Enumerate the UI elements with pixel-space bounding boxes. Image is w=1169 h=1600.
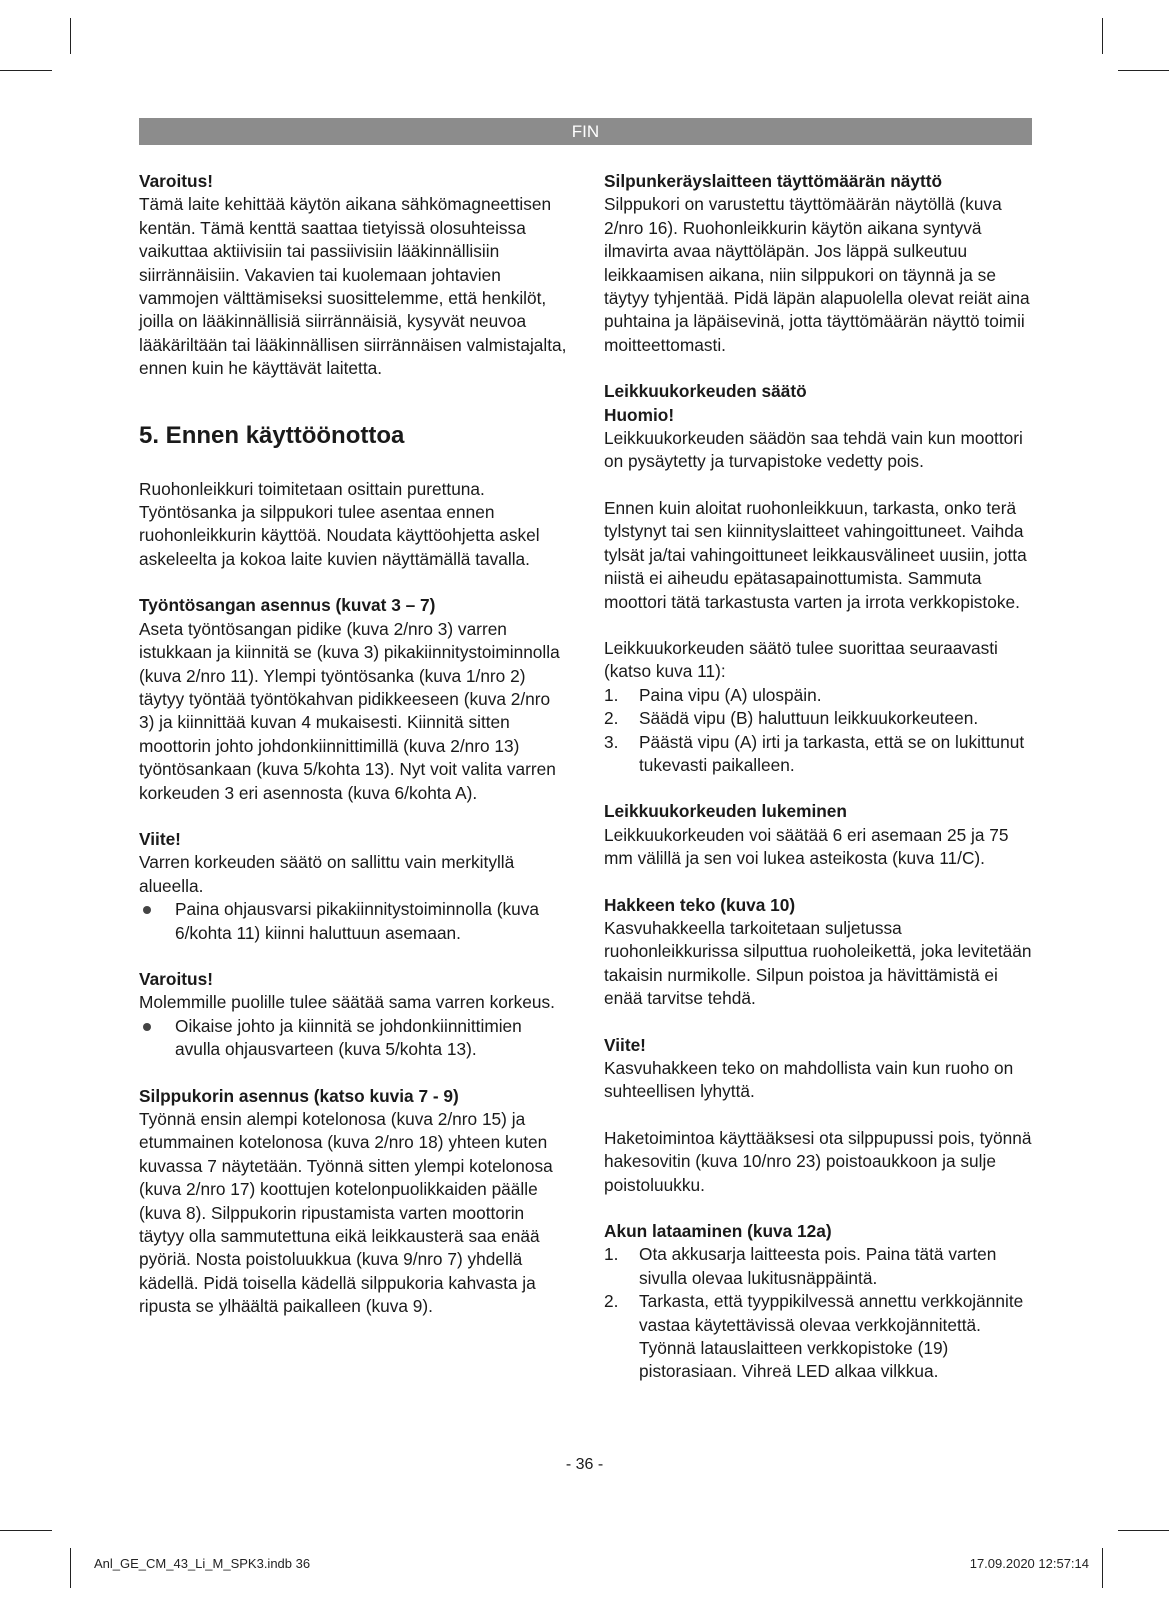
fill-indicator-text: Silppukori on varustettu täyttömäärän näytöllä (kuva 2/nro 16). Ruohonleikkurin käytön aikana syntyvä ilmavirta avaa näyttöläpän. Jos läppä sulkeutuu leikkaamisen aikana, niin silppukori on täynnä ja se täytyy tyhjentää. Pidä läpän alapuolella olevat reiät aina puhtaina ja läpäisevinä, jotta täyttömäärän näyttö toimii moitteettomasti. <box>604 194 1030 355</box>
list-item: 3. Päästä vipu (A) irti ja tarkasta, että se on lukittunut tukevasti paikalleen. <box>604 731 1025 775</box>
list-item: 1. Ota akkusarja laitteesta pois. Paina tätä varten sivulla olevaa lukitusnäppäintä. <box>604 1244 997 1288</box>
charge-title: Akun lataaminen (kuva 12a) <box>604 1221 832 1242</box>
warning-title: Varoitus! <box>139 968 213 989</box>
fill-indicator-title: Silpunkeräyslaitteen täyttömäärän näyttö <box>604 171 943 191</box>
reading-title: Leikkuukorkeuden lukeminen <box>604 801 847 822</box>
crop-mark <box>1118 1530 1169 1531</box>
blade-check-text: Ennen kuin aloitat ruohonleikkuun, tarkasta, onko terä tylstynyt tai sen kiinnityslaitteet vahingoittuneet. Vaihda tylsät ja/tai vahingoittuneet leikkausvälineet uusiin, jotta niistä ei aiheudu epätasapainottumista. Sammuta moottori tätä tarkastusta varten ja irrota verkkopistoke. <box>604 497 1027 612</box>
catcher-text: Työnnä ensin alempi kotelonosa (kuva 2/nro 15) ja etummainen kotelonosa (kuva 2/nro 18) yhteen kuten kuvassa 7 näytetään. Työnnä sitten ylempi kotelonosa (kuva 2/nro 17) koottujen kotelonpuolikkaiden päälle (kuva 8). Silppukorin ripustamista varten moottorin täytyy olla sammutettuna eikä leikkausterä saa enää pyöriä. Nosta poistoluukkua (kuva 9/nro 7) yhdellä kädellä. Pidä toisella kädellä silppukoria kahvasta ja ripusta se ylhäältä paikalleen (kuva 9). <box>139 1109 553 1317</box>
note-title: Viite! <box>604 1034 646 1055</box>
push-bar-text: Aseta työntösangan pidike (kuva 2/nro 3) varren istukkaan ja kiinnitä se (kuva 3) pikakiinnitystoiminnolla (kuva 2/nro 11). Ylempi työntösanka (kuva 1/nro 2) täytyy työntää työntökahvan pidikkeeseen (kuva 2/nro 3) ja kiinnittää kuvan 4 mukaisesti. Kiinnitä sitten moottorin johto johdonkiinnittimillä (kuva 2/nro 13) työntösankaan (kuva 5/kohta 13). Nyt voit valita varren korkeuden 3 eri asennosta (kuva 6/kohta A). <box>139 618 560 803</box>
warning-title: Varoitus! <box>139 171 213 191</box>
note-text: Varren korkeuden säätö on sallittu vain merkityllä alueella. <box>139 852 515 896</box>
warning-text: Tämä laite kehittää käytön aikana sähkömagneettisen kentän. Tämä kenttä saattaa tietyissä olosuhteissa vaikuttaa aktiivisiin tai passiivisiin lääkinnällisiin siirrännäisiin. Vakavien tai kuolemaan johtavien vammojen välttämiseksi suosittelemme, että henkilöt, joilla on lääkinnällisiä siirrännäisiä, kysyvät neuvoa lääkäriltään tai lääkinnällisen siirrännäisen valmistajalta, ennen kuin he käyttävät laitetta. <box>139 194 567 379</box>
crop-mark <box>0 70 52 71</box>
mulch-use-text: Haketoimintoa käyttääksesi ota silppupussi pois, työnnä hakesovitin (kuva 10/nro 23) poistoaukkoon ja sulje poistoluukku. <box>604 1127 1032 1195</box>
list-item: 2. Säädä vipu (B) haluttuun leikkuukorkeuteen. <box>604 708 979 729</box>
page-number: - 36 - <box>565 1456 604 1473</box>
right-column <box>604 170 1032 1384</box>
reading-text: Leikkuukorkeuden voi säätää 6 eri asemaan 25 ja 75 mm välillä ja sen voi lukea asteikosta (kuva 11/C). <box>604 824 1009 869</box>
crop-mark <box>70 1548 71 1588</box>
adjust-steps <box>604 684 1032 778</box>
bullet-icon <box>143 1023 151 1031</box>
left-column <box>139 170 567 1319</box>
mulch-title: Hakkeen teko (kuva 10) <box>604 894 796 915</box>
language-bar <box>139 118 1032 145</box>
bullet-item <box>139 1015 567 1062</box>
crop-mark <box>0 1530 52 1531</box>
warning-text: Molemmille puolille tulee säätää sama varren korkeus. <box>139 992 555 1013</box>
adjust-intro: Leikkuukorkeuden säätö tulee suorittaa seuraavasti (katso kuva 11): <box>604 637 998 682</box>
footer-filename: Anl_GE_CM_43_Li_M_SPK3.indb 36 <box>94 1556 311 1571</box>
mulch-text: Kasvuhakkeella tarkoitetaan suljetussa ruohonleikkurissa silputtua ruoholeikettä, joka levitetään takaisin nurmikolle. Silpun poistoa ja hävittämistä ei enää tarvitse tehdä. <box>604 917 1032 1009</box>
list-item: 2. Tarkasta, että tyyppikilvessä annettu verkkojännite vastaa käytettävissä olevaa verkkojännitettä. Työnnä latauslaitteen verkkopistoke (19) pistorasiaan. Vihreä LED alkaa vilkkua. <box>604 1291 1024 1382</box>
crop-mark <box>1102 1548 1103 1588</box>
intro-paragraph: Ruohonleikkuri toimitetaan osittain purettuna. Työntösanka ja silppukori tulee asentaa ennen ruohonleikkurin käyttöä. Noudata käyttöohjetta askel askeleelta ja kokoa laite kuvien näyttämällä tavalla. <box>139 478 540 569</box>
caution-title: Huomio! <box>604 404 675 425</box>
height-adjust-title: Leikkuukorkeuden säätö <box>604 381 807 402</box>
crop-mark <box>1102 18 1103 54</box>
crop-mark <box>1118 70 1169 71</box>
note-title: Viite! <box>139 828 181 849</box>
charge-steps <box>604 1243 1032 1383</box>
catcher-title: Silppukorin asennus (katso kuvia 7 - 9) <box>139 1085 459 1106</box>
language-label: FIN <box>571 121 600 141</box>
bullet-text: Oikaise johto ja kiinnitä se johdonkiinnittimien avulla ohjausvarteen (kuva 5/kohta 13). <box>175 1015 522 1060</box>
caution-text: Leikkuukorkeuden säädön saa tehdä vain kun moottori on pysäytetty ja turvapistoke vedetty pois. <box>604 428 1023 472</box>
list-item: 1. Paina vipu (A) ulospäin. <box>604 684 822 705</box>
section-heading: 5. Ennen käyttöönottoa <box>139 421 405 449</box>
note-text: Kasvuhakkeen teko on mahdollista vain kun ruoho on suhteellisen lyhyttä. <box>604 1058 1014 1102</box>
bullet-icon <box>143 906 151 914</box>
bullet-item <box>139 898 567 945</box>
crop-mark <box>70 18 71 54</box>
bullet-text: Paina ohjausvarsi pikakiinnitystoiminnolla (kuva 6/kohta 11) kiinni haluttuun asemaan. <box>175 899 540 943</box>
footer-timestamp: 17.09.2020 12:57:14 <box>969 1556 1089 1571</box>
push-bar-title: Työntösangan asennus (kuvat 3 – 7) <box>139 595 436 616</box>
